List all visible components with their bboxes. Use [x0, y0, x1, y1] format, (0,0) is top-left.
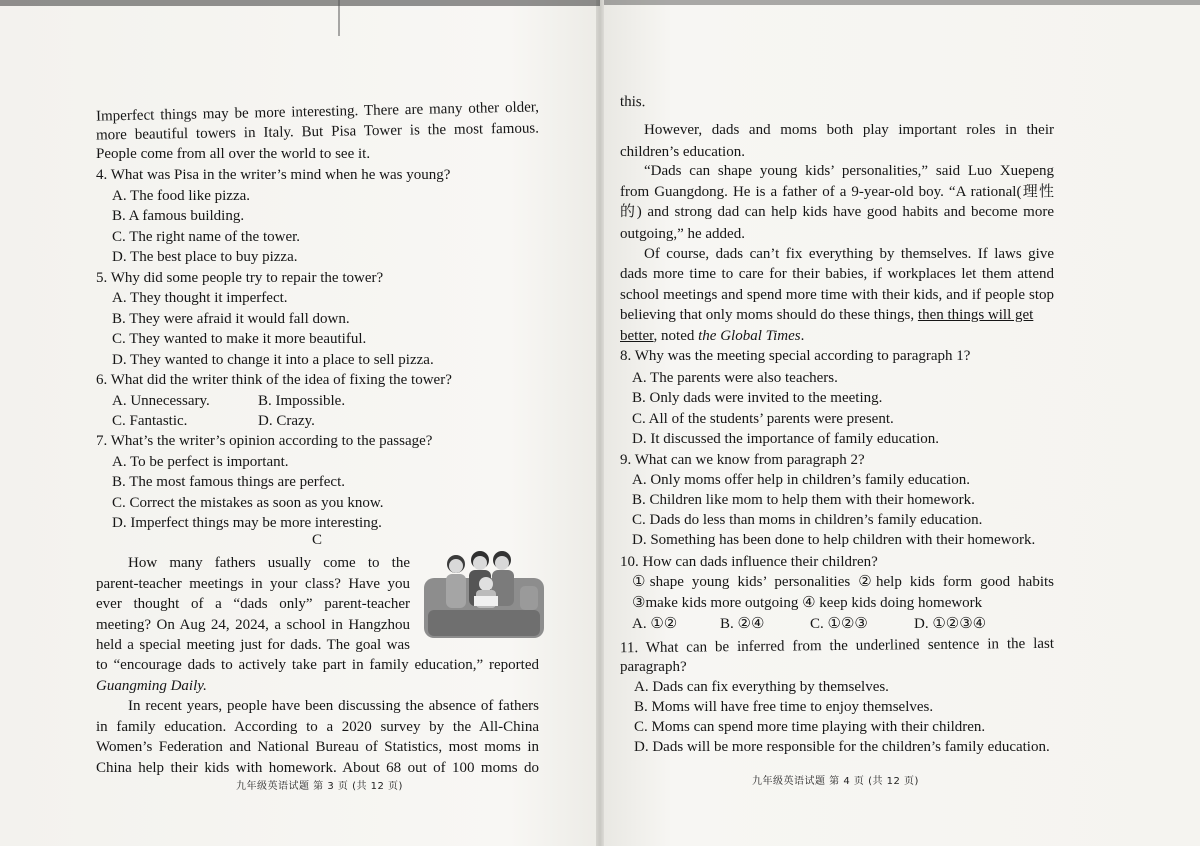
passage-c-line: Women’s Federation and National Bureau of Statistics, most moms in: [96, 739, 539, 755]
page-footer: 九年级英语试题 第 4 页 (共 12 页): [752, 776, 919, 787]
question-10-option: C. ①②③: [810, 616, 868, 632]
question-11-stem: paragraph?: [620, 659, 687, 675]
passage-c-line: to “encourage dads to actively take part in family education,” reported: [96, 657, 539, 673]
question-5-option: D. They wanted to change it into a place to sell pizza.: [112, 352, 434, 368]
question-7-option: A. To be perfect is important.: [112, 454, 289, 470]
question-8-option: A. The parents were also teachers.: [632, 370, 838, 386]
question-4-option: A. The food like pizza.: [112, 188, 251, 204]
question-11-option: B. Moms will have free time to enjoy themselves.: [634, 699, 934, 715]
question-10-option: D. ①②③④: [914, 616, 987, 632]
question-9-option: B. Children like mom to help them with their homework.: [632, 492, 975, 508]
passage-c-text: , noted: [653, 328, 699, 344]
question-6-option: D. Crazy.: [258, 413, 315, 429]
question-8-option: D. It discussed the importance of family education.: [632, 431, 939, 447]
family-illustration: [424, 550, 544, 642]
question-6-option: A. Unnecessary.: [112, 393, 210, 409]
question-4-option: D. The best place to buy pizza.: [112, 249, 298, 265]
scan-edge: [604, 0, 1200, 5]
passage-c-line: How many fathers usually come to the: [128, 555, 410, 571]
question-9-option: C. Dads do less than moms in children’s family education.: [632, 512, 983, 528]
question-4-option: C. The right name of the tower.: [112, 229, 301, 245]
question-7-option: B. The most famous things are perfect.: [112, 474, 345, 490]
question-4-stem: 4. What was Pisa in the writer’s mind when he was young?: [96, 167, 451, 183]
passage-c-line: 的) and strong dad can help kids have good habits and become more: [620, 204, 1054, 220]
question-11-option: A. Dads can fix everything by themselves.: [634, 679, 889, 695]
question-6-option: C. Fantastic.: [112, 413, 188, 429]
question-7-option: D. Imperfect things may be more interesting.: [112, 515, 382, 531]
passage-c-line: this.: [619, 93, 646, 111]
question-11-stem: 11. What can be inferred from the underlined sentence in the last: [619, 635, 1055, 657]
question-8-option: B. Only dads were invited to the meeting.: [632, 390, 883, 406]
passage-b-line: more beautiful towers in Italy. But Pisa Tower is the most famous.: [95, 120, 540, 144]
passage-b-line: People come from all over the world to see it.: [96, 146, 371, 162]
question-9-option: D. Something has been done to help children with their homework.: [632, 532, 1036, 548]
passage-c-line: China help their kids with homework. About 68 out of 100 moms do: [96, 760, 539, 776]
passage-c-text: believing that only moms should do these things,: [620, 307, 915, 323]
question-11-option: C. Moms can spend more time playing with their children.: [634, 719, 986, 735]
scan-mark: [338, 0, 340, 36]
passage-c-line: In recent years, people have been discussing the absence of fathers: [128, 698, 539, 714]
passage-c-line: held a special meeting just for dads. The goal was: [96, 637, 410, 653]
question-10-stem: 10. How can dads influence their children?: [620, 554, 878, 570]
question-5-option: C. They wanted to make it more beautiful.: [112, 331, 367, 347]
passage-c-line: parent-teacher meetings in your class? Have you: [96, 576, 410, 592]
passage-c-line: [620, 326, 804, 346]
newspaper-name: Guangming Daily.: [96, 678, 207, 694]
underlined-sentence: then things will get: [917, 307, 1034, 323]
question-7-stem: 7. What’s the writer’s opinion according to the passage?: [96, 433, 433, 449]
newspaper-name: the Global Times: [698, 328, 801, 344]
passage-c-line: “Dads can shape young kids’ personalities,” said Luo Xuepeng: [644, 163, 1054, 179]
question-9-option: A. Only moms offer help in children’s family education.: [632, 472, 970, 488]
question-8-stem: 8. Why was the meeting special according to paragraph 1?: [620, 348, 971, 364]
passage-b-line: Imperfect things may be more interesting. There are many other older,: [95, 99, 540, 125]
question-4-option: B. A famous building.: [112, 208, 245, 224]
question-7-option: C. Correct the mistakes as soon as you know.: [112, 495, 384, 511]
passage-c-line: However, dads and moms both play important roles in their: [644, 122, 1054, 138]
question-10-choices: ③make kids more outgoing ④ keep kids doing homework: [632, 595, 983, 611]
question-6-stem: 6. What did the writer think of the idea of fixing the tower?: [96, 372, 452, 388]
scan-edge: [0, 0, 600, 6]
passage-c-line: meeting? On Aug 24, 2024, a school in Hangzhou: [96, 617, 410, 633]
section-c-heading: C: [312, 532, 323, 548]
passage-c-line: dads more time to care for their babies, if workplaces let them attend: [620, 266, 1054, 282]
question-5-option: A. They thought it imperfect.: [112, 290, 288, 306]
question-5-option: B. They were afraid it would fall down.: [112, 311, 350, 327]
passage-c-line: [620, 305, 1033, 325]
passage-c-line: Of course, dads can’t fix everything by themselves. If laws give: [644, 246, 1054, 262]
page-footer: 九年级英语试题 第 3 页 (共 12 页): [236, 781, 403, 792]
underlined-sentence: better: [620, 328, 654, 344]
question-10-choices: ①shape young kids’ personalities ②help kids form good habits: [632, 574, 1054, 590]
question-10-option: B. ②④: [720, 616, 765, 632]
question-9-stem: 9. What can we know from paragraph 2?: [620, 452, 865, 468]
question-5-stem: 5. Why did some people try to repair the tower?: [96, 270, 384, 286]
passage-c-line: from Guangdong. He is a father of a 9-year-old boy. “A rational(理性: [620, 184, 1054, 200]
passage-c-line: school meetings and spend more time with their kids, and if people stop: [620, 287, 1054, 303]
passage-c-line: outgoing,” he added.: [620, 226, 745, 242]
question-10-option: A. ①②: [632, 616, 678, 632]
passage-c-line: in family education. According to a 2020 survey by the All-China: [96, 719, 539, 735]
question-6-option: B. Impossible.: [258, 393, 346, 409]
passage-c-line: children’s education.: [620, 144, 745, 160]
binding-gutter: [596, 0, 604, 846]
passage-c-line: ever thought of a “dads only” parent-teacher: [96, 596, 410, 612]
question-8-option: C. All of the students’ parents were present.: [632, 411, 894, 427]
passage-c-text: .: [800, 328, 805, 344]
question-11-option: D. Dads will be more responsible for the children’s family education.: [634, 739, 1050, 755]
